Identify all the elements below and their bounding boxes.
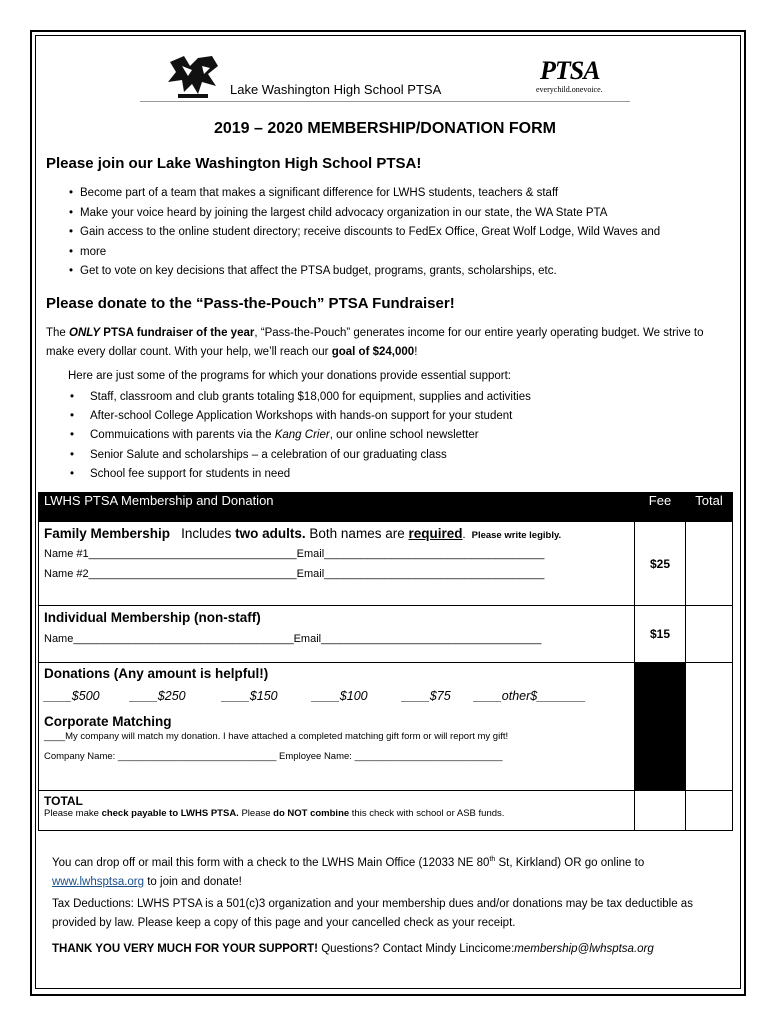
program-item: • After-school College Application Workshops with hands-on support for your student	[68, 407, 531, 426]
donations-cell	[39, 663, 635, 791]
corporate-matching-field[interactable]: ____My company will match my donation. I have attached a completed matching gift form or will report my gift!	[44, 731, 509, 742]
total-note-c: Please	[238, 808, 274, 819]
form-title: 2019 – 2020 MEMBERSHIP/DONATION FORM	[213, 120, 556, 137]
drop-a: You can drop off or mail this form with a check to the LWHS Main Office (12033 NE 80	[52, 856, 490, 869]
total-note-e: this check with school or ASB funds.	[349, 808, 505, 819]
family-total-cell[interactable]	[686, 522, 733, 606]
program-item: • Senior Salute and scholarships – a celebration of our graduating class	[68, 446, 531, 465]
p1-b: PTSA fundraiser of the year	[100, 327, 255, 339]
donation-250[interactable]: ____$250	[130, 689, 186, 703]
join-bullets	[66, 184, 726, 282]
drop-sup: th	[489, 856, 496, 863]
family-two: two adults.	[235, 526, 306, 541]
ptsa-tagline: everychild.onevoice.	[536, 85, 603, 94]
donations-fee-blackout	[635, 663, 686, 791]
header-rule	[140, 101, 630, 102]
join-bullet: • Become part of a team that makes a significant difference for LWHS students, teachers & staff	[66, 184, 726, 204]
total-note-b: check payable to LWHS PTSA.	[101, 808, 239, 819]
family-legibly: Please write legibly.	[471, 530, 562, 541]
ptsa-logo: PTSA	[540, 56, 600, 85]
donations-total-cell[interactable]	[686, 663, 733, 791]
programs-intro: Here are just some of the programs for which your donations provide essential support:	[68, 370, 511, 382]
family-membership-cell	[39, 522, 635, 606]
name1-email-field[interactable]: Name #1__________________________________Email____________________________________	[44, 548, 545, 560]
donations-label: Donations (Any amount is helpful!)	[44, 666, 269, 681]
total-column-header: Total	[686, 493, 733, 522]
questions-text: Questions? Contact Mindy Lincicome:	[318, 943, 515, 955]
program-item-end: , our online school newsletter	[329, 429, 479, 442]
tax-deduction-text: Tax Deductions: LWHS PTSA is a 501(c)3 organization and your membership dues and/or donations may be tax deductible as provided by law. Please keep a copy of this page and your cancelled check as your receipt.	[52, 898, 693, 929]
company-employee-field[interactable]: Company Name: ______________________________ Employee Name: ____________________________	[44, 751, 503, 762]
p1-goal: goal of $24,000	[331, 346, 415, 358]
corporate-label: Corporate Matching	[44, 714, 172, 729]
membership-table	[38, 492, 733, 831]
program-item: • Staff, classroom and club grants totaling $18,000 for equipment, supplies and activities	[68, 388, 531, 407]
join-bullet: • Make your voice heard by joining the largest child advocacy organization in our state, the WA State PTA	[66, 204, 726, 224]
individual-total-cell[interactable]	[686, 606, 733, 663]
name2-email-field[interactable]: Name #2__________________________________Email____________________________________	[44, 568, 545, 580]
donation-100[interactable]: ____$100	[312, 689, 368, 703]
fee-column-header: Fee	[635, 493, 686, 522]
contact-email[interactable]: membership@lwhsptsa.org	[514, 943, 654, 955]
donation-500[interactable]: ____$500	[44, 689, 100, 703]
drop-off-text	[52, 850, 732, 892]
donation-other[interactable]: ____other$_______	[474, 689, 586, 703]
website-link[interactable]: www.lwhsptsa.org	[52, 875, 145, 888]
school-title: Lake Washington High School PTSA	[230, 82, 442, 97]
join-bullet: • Gain access to the online student directory; receive discounts to FedEx Office, Great Wolf Lodge, Wild Waves and	[66, 223, 726, 243]
drop-b: St, Kirkland) OR go online to	[495, 856, 645, 869]
join-bullet-continued: • more	[66, 243, 726, 263]
p1-c: , “Pass-the-Pouch” generates income for our entire yearly operating budget. We strive to make every dollar count. With your help, we’ll reach our	[46, 327, 704, 358]
p1-a: The	[46, 327, 70, 339]
total-label: TOTAL	[44, 794, 83, 808]
total-cell	[39, 791, 635, 831]
join-bullet: • Get to vote on key decisions that affect the PTSA budget, programs, grants, scholarships, etc.	[66, 262, 726, 282]
grand-total-cell[interactable]	[686, 791, 733, 831]
family-fee: $25	[635, 522, 686, 606]
individual-membership-cell	[39, 606, 635, 663]
total-note-a: Please make	[44, 808, 102, 819]
program-item-text: Commuications with parents via the	[90, 429, 275, 442]
family-required: required	[408, 526, 463, 541]
thanks-text: THANK YOU VERY MUCH FOR YOUR SUPPORT!	[52, 943, 319, 955]
family-label: Family Membership	[44, 526, 171, 541]
program-item: • School fee support for students in need	[68, 465, 531, 484]
total-note	[44, 808, 629, 819]
total-note-d: do NOT combine	[273, 808, 350, 819]
family-dot: .	[462, 529, 466, 541]
donation-150[interactable]: ____$150	[222, 689, 278, 703]
programs-list	[68, 388, 531, 484]
drop-c: to join and donate!	[144, 875, 242, 888]
donate-heading: Please donate to the “Pass-the-Pouch” PTSA Fundraiser!	[46, 295, 455, 312]
kang-crier: Kang Crier	[274, 429, 330, 442]
kangaroo-logo-icon	[162, 52, 226, 100]
donation-75[interactable]: ____$75	[402, 689, 451, 703]
family-both: Both names are	[305, 526, 409, 541]
p1-only: ONLY	[69, 327, 101, 339]
family-includes: Includes	[181, 526, 236, 541]
table-header: LWHS PTSA Membership and Donation	[39, 493, 635, 522]
p1-end: !	[414, 346, 418, 358]
thanks-line	[52, 940, 732, 959]
donate-paragraph	[46, 324, 726, 362]
individual-fee: $15	[635, 606, 686, 663]
individual-name-email-field[interactable]: Name____________________________________Email____________________________________	[44, 633, 542, 645]
program-item	[68, 426, 531, 445]
individual-label: Individual Membership (non-staff)	[44, 610, 261, 625]
donation-options	[44, 689, 629, 703]
total-fee-cell	[635, 791, 686, 831]
join-heading: Please join our Lake Washington High School PTSA!	[46, 155, 422, 172]
